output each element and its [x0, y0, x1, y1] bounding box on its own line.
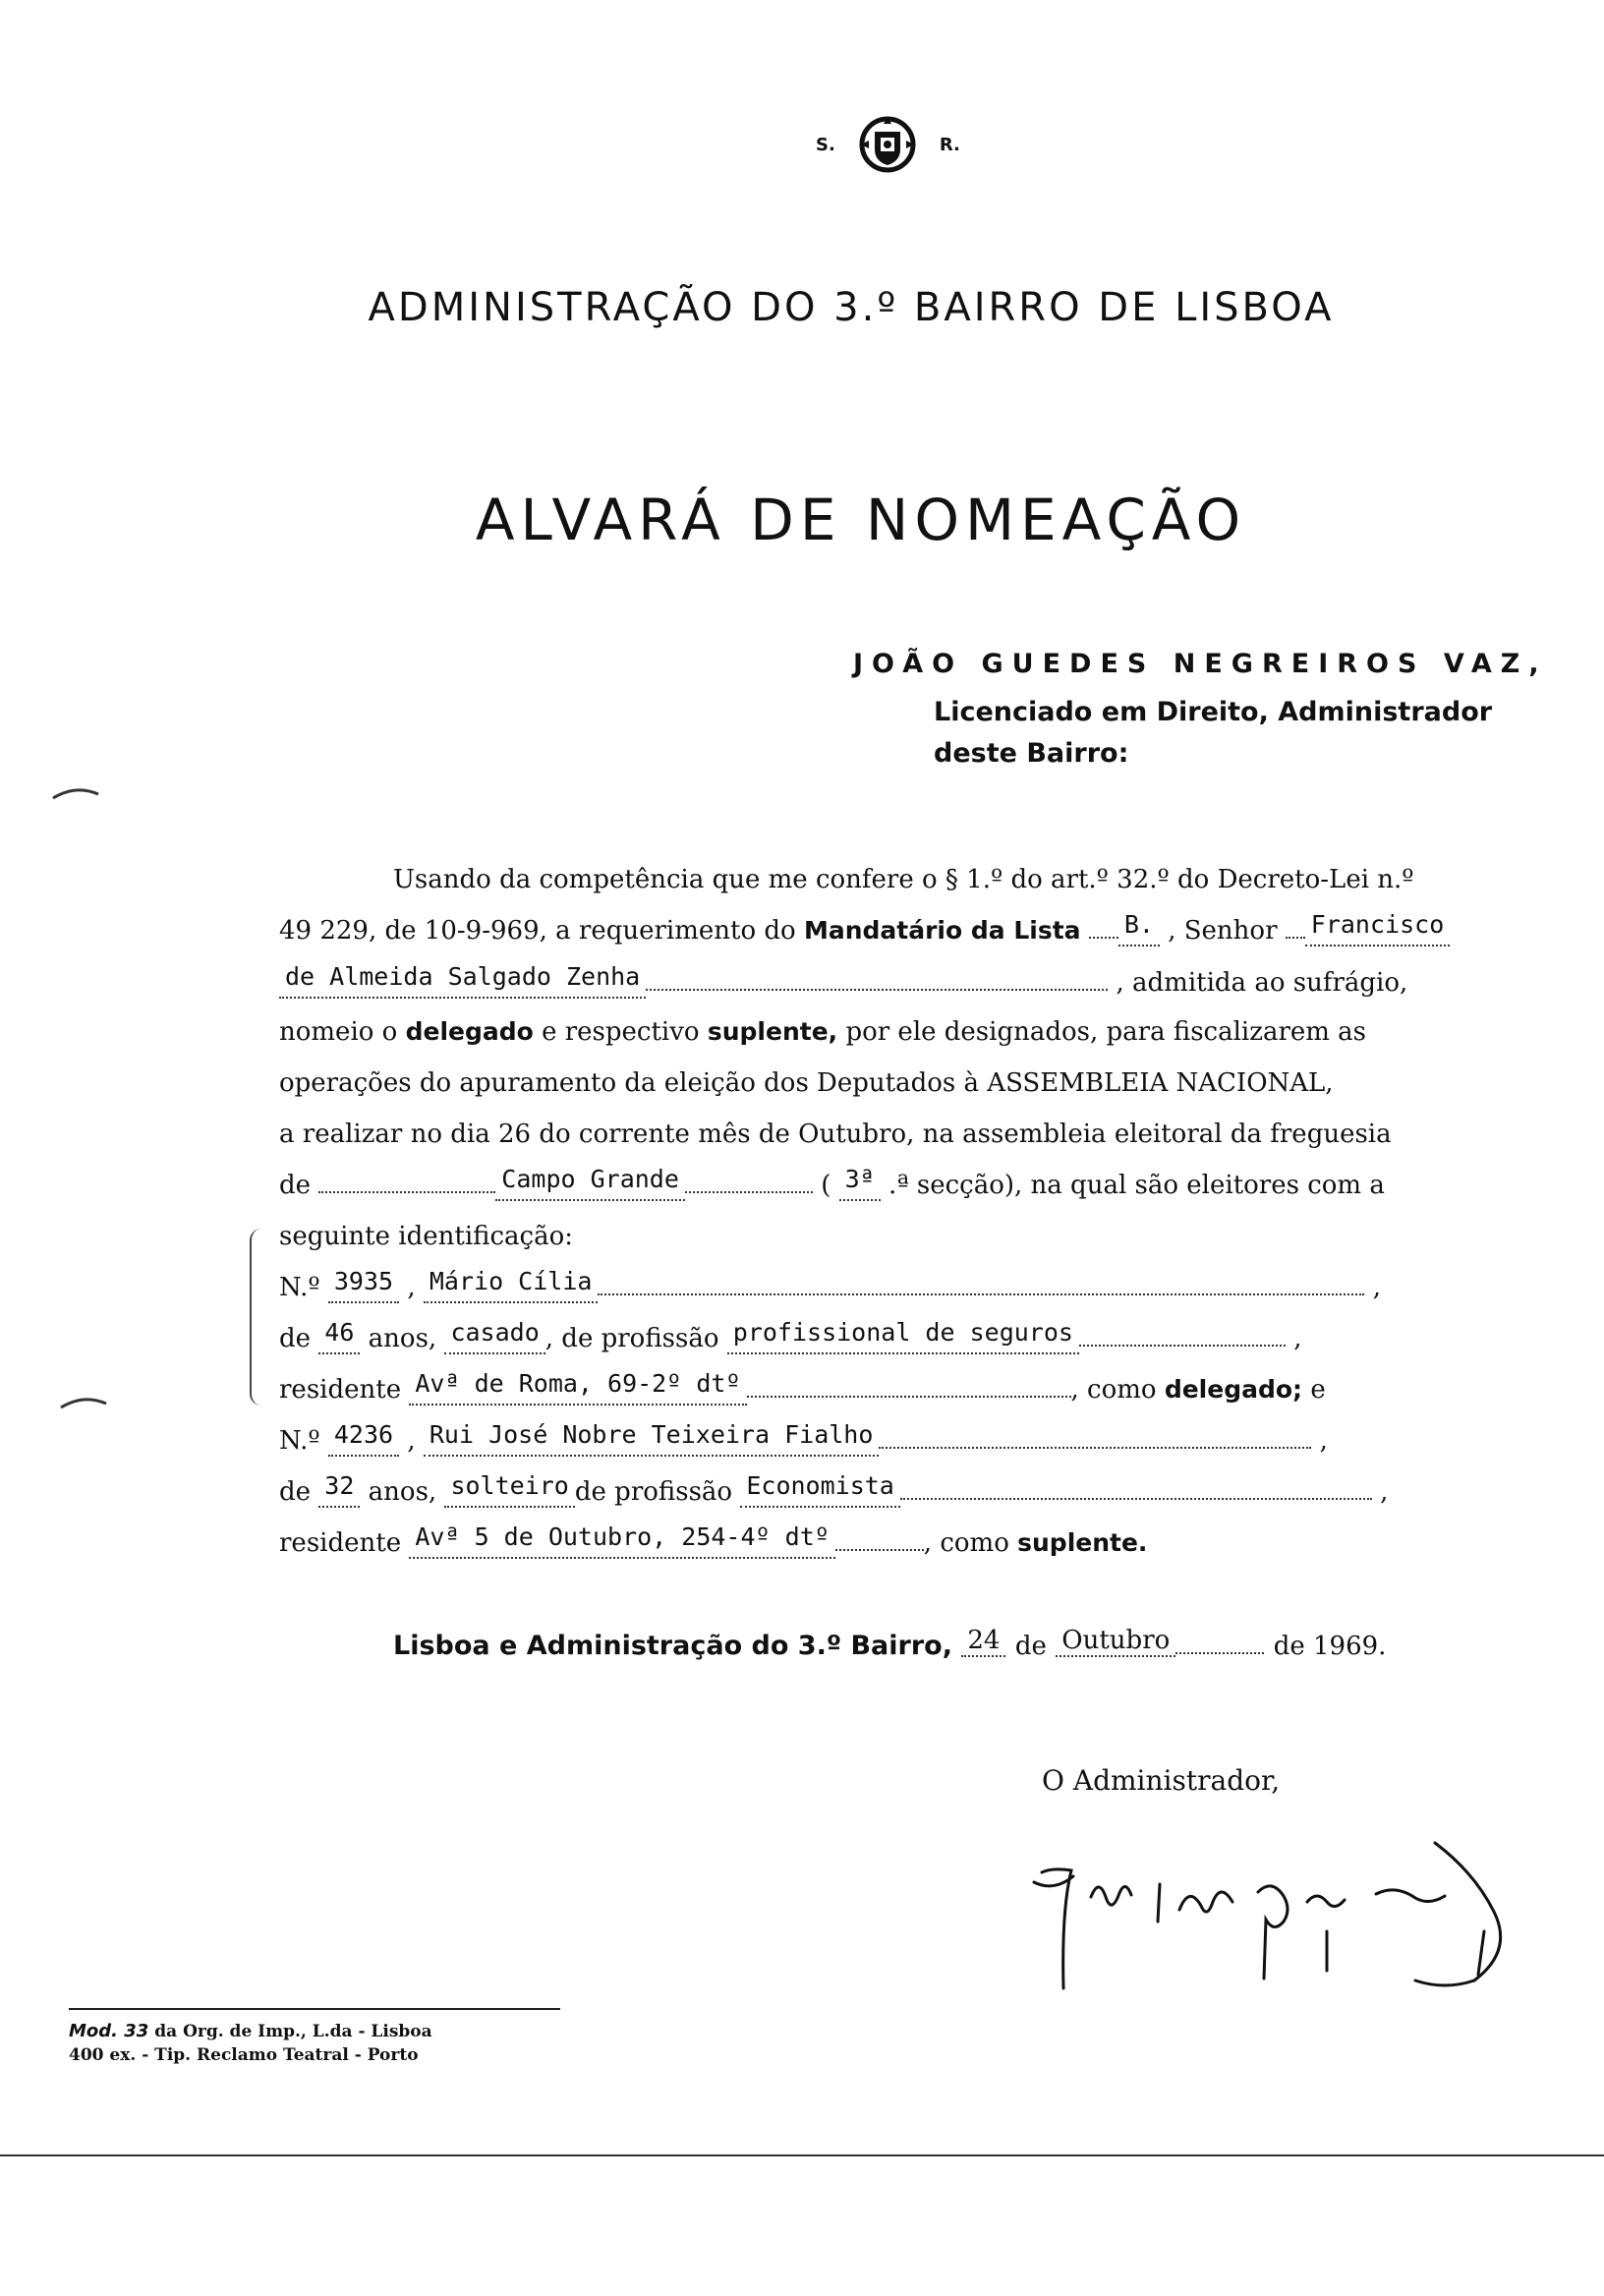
de-label: de: [279, 1171, 312, 1200]
closing-year: de 1969.: [1273, 1632, 1387, 1661]
administrator-credentials: [934, 692, 1492, 775]
suplente-number-field: 4236: [328, 1415, 399, 1457]
text-decree-date: 49 229, de 10-9-969, a requerimento do: [279, 916, 796, 946]
delegado-marital-field: casado: [444, 1313, 544, 1354]
body-line-5: operações do apuramento da eleição dos Deputados à ASSEMBLEIA NACIONAL,: [279, 1068, 1334, 1098]
delegado-address-field: Avª de Roma, 69-2º dtº: [409, 1364, 746, 1406]
dotted-leader: [835, 1523, 924, 1551]
dotted-leader: [1089, 911, 1118, 939]
suplente-address-field: Avª 5 de Outubro, 254-4º dtº: [409, 1518, 834, 1559]
closing-day-field: 24: [961, 1626, 1005, 1657]
delegado-term: delegado: [405, 1017, 534, 1046]
signatory-title: O Administrador,: [1042, 1764, 1281, 1797]
body-line-6: a realizar no dia 26 do corrente mês de Outubro, na assembleia eleitoral da freguesia: [279, 1119, 1392, 1149]
body-line-2: [279, 911, 1537, 952]
delegado-line-3: [279, 1370, 1537, 1411]
delegado-profissao-label: , de profissão: [544, 1324, 719, 1353]
nomeio-text: nomeio o: [279, 1017, 398, 1047]
suplente-profession-field: Economista: [740, 1466, 900, 1508]
delegado-number-label: N.º: [279, 1273, 320, 1302]
delegado-line-1: N.º 3935 , Mário Cília ,: [279, 1268, 1537, 1309]
suplente-age-field: 32: [318, 1466, 360, 1508]
delegado-name-field: Mário Cília: [424, 1262, 599, 1303]
delegado-anos-label: anos,: [368, 1324, 437, 1353]
body-line-8: seguinte identificação:: [279, 1222, 574, 1251]
text-decree-reference: Usando da competência que me confere o § 1.º do art.º 32.º do Decreto-Lei n.º: [393, 865, 1414, 894]
model-number: Mod. 33: [69, 2021, 149, 2041]
senhor-label: , Senhor: [1168, 916, 1278, 946]
margin-tick-mark-icon: [59, 1396, 108, 1409]
dotted-leader: [646, 963, 1108, 991]
suplente-term: suplente,: [707, 1017, 838, 1046]
list-letter-field: B.: [1118, 905, 1160, 947]
dotted-leader: [1286, 911, 1305, 939]
credentials-line-2: deste Bairro:: [934, 738, 1129, 769]
suplente-line-2: de 32 anos, solteiro de profissão Economista ,: [279, 1472, 1537, 1514]
delegado-line-2: de 46 anos, casado , de profissão profissional de seguros ,: [279, 1319, 1537, 1360]
closing-line: [393, 1627, 1386, 1663]
suplente-number-label: N.º: [279, 1426, 320, 1456]
dotted-leader: [900, 1472, 1372, 1500]
admitted-text: , admitida ao sufrágio,: [1116, 968, 1408, 998]
delegado-e-label: e: [1310, 1375, 1326, 1405]
body-line-1: [393, 860, 1543, 899]
suplente-marital-field: solteiro: [444, 1466, 574, 1508]
margin-tick-mark-icon: [51, 786, 100, 800]
dotted-leader: [685, 1166, 813, 1193]
seccao-open: (: [821, 1171, 831, 1200]
mandatario-name-field-2: de Almeida Salgado Zenha: [279, 957, 646, 999]
dotted-leader: [1175, 1627, 1264, 1654]
seccao-close-text: .ª secção), na qual são eleitores com a: [888, 1171, 1385, 1200]
suplente-role: suplente.: [1017, 1528, 1148, 1557]
seccao-field: 3ª: [839, 1160, 881, 1201]
suplente-residente-label: residente: [279, 1528, 402, 1558]
dotted-leader: [747, 1370, 1071, 1398]
document-title: ALVARÁ DE NOMEAÇÃO: [475, 487, 1247, 553]
closing-prefix: Lisboa e Administração do 3.º Bairro,: [393, 1631, 952, 1661]
mandatario-label: Mandatário da Lista: [803, 916, 1081, 945]
imprint-line-1: [69, 2020, 432, 2043]
delegado-role: delegado;: [1164, 1375, 1303, 1404]
body-line-4: [279, 1012, 1537, 1052]
suplente-line-3: [279, 1523, 1537, 1565]
imprint-org: da Org. de Imp., L.da - Lisboa: [154, 2022, 432, 2041]
credentials-line-1: Licenciado em Direito, Administrador: [934, 697, 1493, 727]
seal-row: [816, 110, 960, 179]
dotted-leader: [318, 1166, 495, 1193]
suplente-anos-label: anos,: [368, 1477, 437, 1507]
mandatario-name-field-1: Francisco: [1305, 905, 1450, 947]
imprint-line-2: 400 ex. - Tip. Reclamo Teatral - Porto: [69, 2045, 419, 2065]
closing-month-field: Outubro: [1056, 1626, 1175, 1657]
printer-imprint: [69, 2020, 432, 2067]
suplente-de-label: de: [279, 1477, 312, 1507]
body-line-7: [279, 1166, 1537, 1207]
dotted-leader: [879, 1421, 1311, 1449]
delegado-de-label: de: [279, 1324, 312, 1353]
office-header: ADMINISTRAÇÃO DO 3.º BAIRRO DE LISBOA: [368, 285, 1335, 330]
identification-bracket: [250, 1229, 265, 1406]
delegado-residente-label: residente: [279, 1375, 402, 1405]
suplente-line-1: N.º 4236 , Rui José Nobre Teixeira Fialho ,: [279, 1421, 1537, 1463]
suplente-name-field: Rui José Nobre Teixeira Fialho: [424, 1415, 880, 1457]
por-ele-text: por ele designados, para fiscalizarem as: [845, 1017, 1367, 1047]
delegado-como-label: , como: [1070, 1375, 1157, 1405]
suplente-como-label: , como: [923, 1528, 1009, 1558]
dotted-leader: [598, 1268, 1364, 1295]
e-respectivo-text: e respectivo: [542, 1017, 700, 1047]
closing-de-label: de: [1014, 1632, 1047, 1661]
delegado-age-field: 46: [318, 1313, 360, 1354]
coat-of-arms-seal-icon: [853, 110, 922, 179]
dotted-leader: [1079, 1319, 1286, 1347]
administrator-name: JOÃO GUEDES NEGREIROS VAZ,: [853, 649, 1548, 679]
freguesia-field: Campo Grande: [495, 1160, 685, 1201]
delegado-number-field: 3935: [328, 1262, 399, 1303]
page-bottom-rule: [0, 2154, 1604, 2156]
body-line-3: [279, 963, 1537, 1004]
suplente-profissao-label: de profissão: [574, 1477, 733, 1507]
handwritten-signature-icon: [1022, 1823, 1553, 2020]
seal-right-letter: R.: [939, 134, 960, 155]
seal-left-letter: S.: [816, 134, 835, 155]
delegado-profession-field: profissional de seguros: [727, 1313, 1079, 1354]
footer-rule: [69, 2008, 560, 2010]
